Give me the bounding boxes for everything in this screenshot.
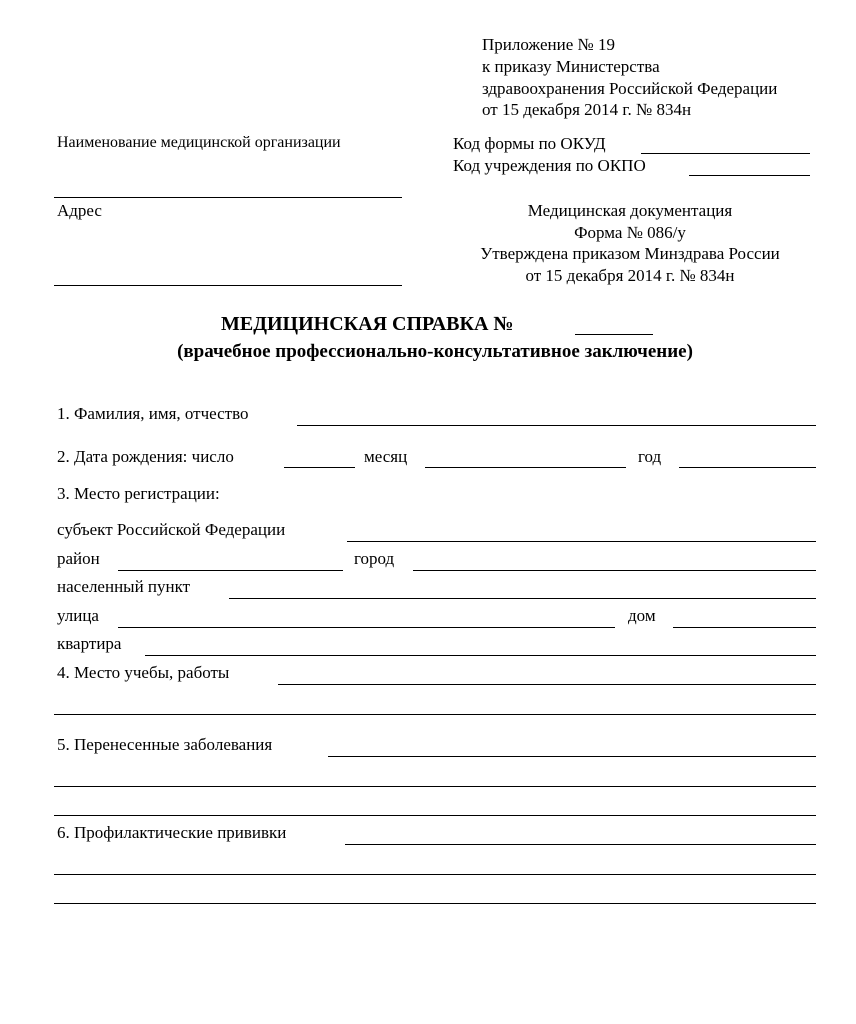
form-info-line-3: Утверждена приказом Минздрава России <box>480 244 780 263</box>
house-label: дом <box>628 606 656 625</box>
vaccinations-extra-line-1[interactable] <box>54 874 816 875</box>
address-line[interactable] <box>54 285 402 286</box>
subject-label: субъект Российской Федерации <box>57 520 286 539</box>
okpo-label: Код учреждения по ОКПО <box>453 156 646 175</box>
birth-month-line[interactable] <box>425 467 626 468</box>
study-work-field-line[interactable] <box>278 684 816 685</box>
certificate-number-line[interactable] <box>575 334 653 335</box>
vaccinations-label: 6. Профилактические прививки <box>57 823 287 842</box>
diseases-extra-line-1[interactable] <box>54 786 816 787</box>
form-info-line-1: Медицинская документация <box>527 201 733 220</box>
locality-label: населенный пункт <box>57 577 191 596</box>
diseases-extra-line-2[interactable] <box>54 815 816 816</box>
appendix-line-1: Приложение № 19 <box>482 35 615 54</box>
fio-field-line[interactable] <box>297 425 816 426</box>
appendix-line-3: здравоохранения Российской Федерации <box>482 79 778 98</box>
appendix-line-2: к приказу Министерства <box>482 57 660 76</box>
fio-label: 1. Фамилия, имя, отчество <box>57 404 249 423</box>
city-label: город <box>354 549 395 568</box>
appendix-line-4: от 15 декабря 2014 г. № 834н <box>482 100 692 119</box>
certificate-title: МЕДИЦИНСКАЯ СПРАВКА № <box>221 313 514 335</box>
district-field-line[interactable] <box>118 570 343 571</box>
form-info-line-2: Форма № 086/у <box>574 223 686 242</box>
okpo-field-line[interactable] <box>689 175 810 176</box>
apartment-label: квартира <box>57 634 122 653</box>
certificate-subtitle: (врачебное профессионально-консультативное заключение) <box>177 341 693 362</box>
form-info-line-4: от 15 декабря 2014 г. № 834н <box>525 266 735 285</box>
birth-year-line[interactable] <box>679 467 816 468</box>
city-field-line[interactable] <box>413 570 816 571</box>
birth-day-line[interactable] <box>284 467 355 468</box>
birth-date-label: 2. Дата рождения: число <box>57 447 234 466</box>
birth-month-label: месяц <box>364 447 408 466</box>
district-label: район <box>57 549 100 568</box>
address-label: Адрес <box>57 201 102 220</box>
vaccinations-extra-line-2[interactable] <box>54 903 816 904</box>
registration-label: 3. Место регистрации: <box>57 484 220 503</box>
org-name-line[interactable] <box>54 197 402 198</box>
okud-label: Код формы по ОКУД <box>453 134 606 153</box>
street-label: улица <box>57 606 99 625</box>
study-work-extra-line[interactable] <box>54 714 816 715</box>
street-field-line[interactable] <box>118 627 615 628</box>
vaccinations-field-line[interactable] <box>345 844 816 845</box>
study-work-label: 4. Место учебы, работы <box>57 663 230 682</box>
house-field-line[interactable] <box>673 627 816 628</box>
birth-year-label: год <box>638 447 662 466</box>
locality-field-line[interactable] <box>229 598 816 599</box>
diseases-field-line[interactable] <box>328 756 816 757</box>
org-name-label: Наименование медицинской организации <box>57 134 341 151</box>
apartment-field-line[interactable] <box>145 655 816 656</box>
okud-field-line[interactable] <box>641 153 810 154</box>
diseases-label: 5. Перенесенные заболевания <box>57 735 273 754</box>
subject-field-line[interactable] <box>347 541 816 542</box>
